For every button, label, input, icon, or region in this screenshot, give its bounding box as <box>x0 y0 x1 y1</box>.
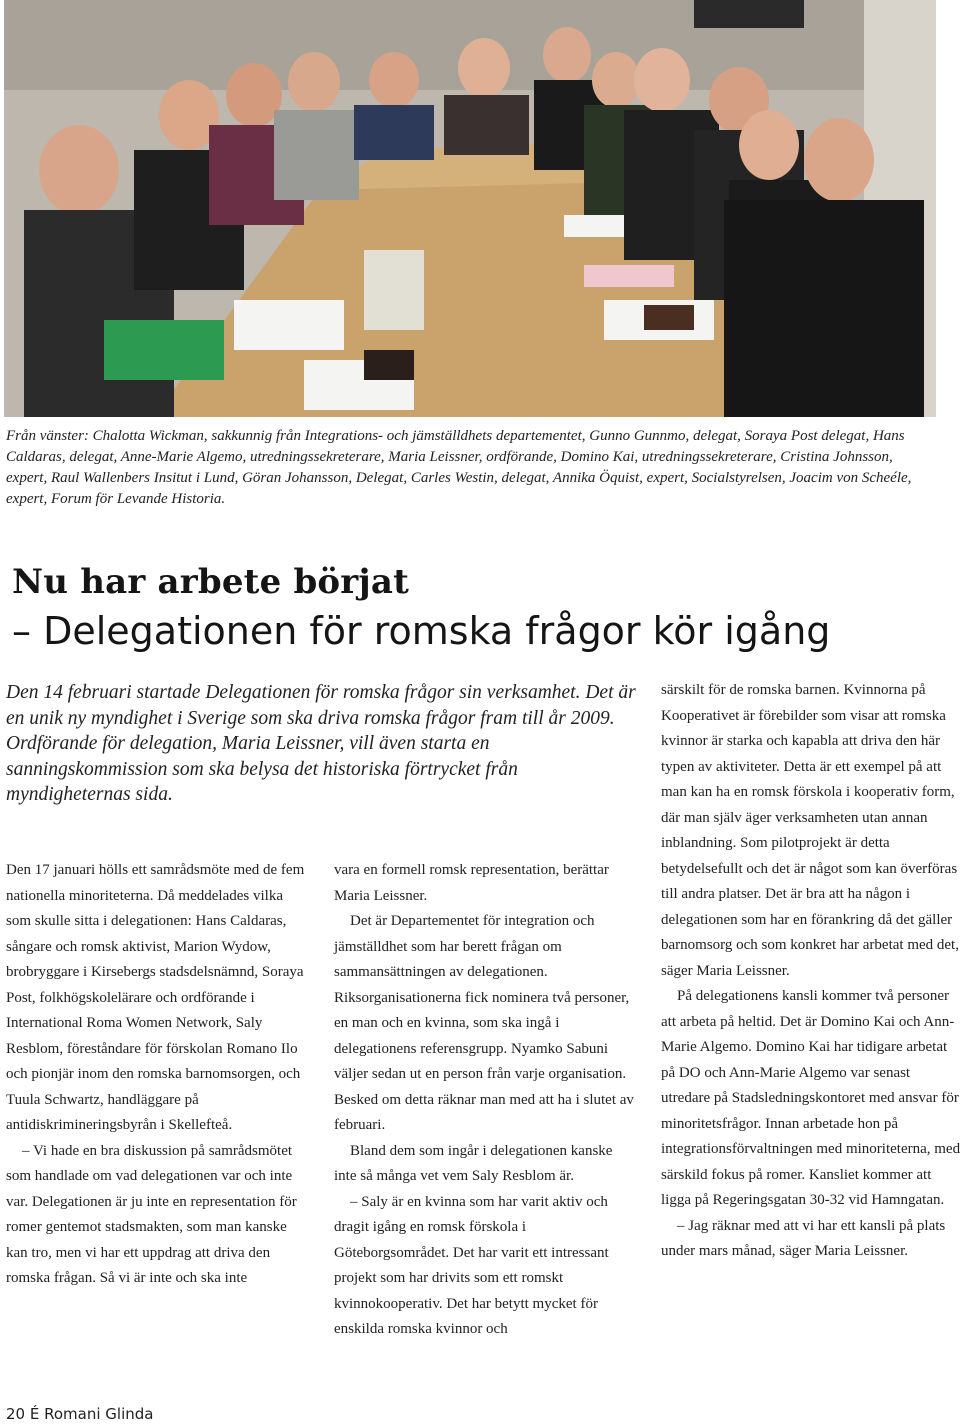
text-column-2 <box>334 858 634 1343</box>
paragraph: Bland dem som ingår i delegationen kanske inte så många vet vem Saly Resblom är. <box>334 1142 613 1184</box>
paragraph: Den 17 januari hölls ett samrådsmöte med de fem nationella minoriteterna. Då meddelades vilka som skulle sitta i delegationen: Hans Caldaras, sångare och romsk aktivist, Marion Wydow, brobryggare i Kirsebergs stadsdelsnämnd, Soraya Post, folkhögskolelärare och ordförande i International Roma Women Network, Saly Resblom, föreståndare för förskolan Romano Ilo och pionjär inom den romska barnomsorgen, och Tuula Schwartz, handläggare på antidiskrimineringsbyrån i Skellefteå. <box>6 862 305 1133</box>
paragraph: – Vi hade en bra diskussion på samrådsmötet som handlade om vad delegationen var och inte var. Delegationen är ju inte en representation för romer gentemot stadsmakten, som man kanske kan tro, men vi har ett uppdrag att driva den romska frågan. Så vi är inte och ska inte <box>6 1142 297 1286</box>
paragraph: vara en formell romsk representation, berättar Maria Leissner. <box>334 862 609 904</box>
text-column-1 <box>6 858 306 1292</box>
lead-text: Ordförande för delegation, Maria Leissner, vill även starta en sanningskommission som ska belysa det historiska förtrycket från myndigheternas sida. <box>6 733 518 805</box>
paragraph: särskilt för de romska barnen. Kvinnorna på Kooperativet är förebilder som visar att romska kvinnor är starka och kapabla att driva den här typen av aktiviteter. Detta är ett exempel på att man kan ha en romsk förskola i kooperativ form, där man själv äger verksamheten utan annan inblandning. Som pilotprojekt är detta betydelsefullt och det är något som kan överföras till andra platser. Det är bra att ha någon i delegationen som har en förankring då det gäller barnomsorg och som konkret har arbetat med det, säger Maria Leissner. <box>661 682 959 979</box>
subheadline: – Delegationen för romska frågor kör igång <box>12 609 831 653</box>
meeting-photo <box>4 0 936 417</box>
text-column-3 <box>661 678 960 1265</box>
paragraph: Det är Departementet för integration och jämställdhet som har berett frågan om sammansättningen av delegationen. Riksorganisationerna fick nominera två personer, en man och en kvinna, som ska ingå i delegationens referensgrupp. Nyamko Sabuni väljer sedan ut en person från varje organisation. Besked om detta räknar man med att ha i slutet av februari. <box>334 913 634 1133</box>
paragraph: På delegationens kansli kommer två personer att arbeta på heltid. Det är Domino Kai och Ann-Marie Algemo. Domino Kai har tidigare arbetat på DO och Ann-Marie Algemo var senast utredare på Stadsledningskontoret med ansvar för minoritetsfrågor. Innan arbetade hon på integrationsförvaltningen med minoriteterna, med särskild fokus på romer. Kansliet kommer att ligga på Regeringsgatan 30-32 vid Hamngatan. <box>661 988 960 1208</box>
lead-paragraph <box>6 680 636 808</box>
paragraph: – Jag räknar med att vi har ett kansli på plats under mars månad, säger Maria Leissner. <box>661 1217 946 1259</box>
lead-text: Den 14 februari startade Delegationen för romska frågor sin verksamhet. Det är en unik ny myndighet i Sverige som ska driva romska frågor fram till år 2009. <box>6 682 636 729</box>
headline: Nu har arbete börjat <box>12 562 410 602</box>
photo-illustration <box>4 0 936 417</box>
photo-caption: Från vänster: Chalotta Wickman, sakkunnig från Integrations- och jämställdhets departementet, Gunno Gunnmo, delegat, Soraya Post delegat, Hans Caldaras, delegat, Anne-Marie Algemo, utredningssekreterare, Maria Leissner, ordförande, Domino Kai, utredningssekreterare, Cristina Johnsson, expert, Raul Wallenbers Insitut i Lund, Göran Johansson, Delegat, Carles Westin, delegat, Annika Öquist, expert, Socialstyrelsen, Joacim von Scheéle, expert, Forum för Levande Historia. <box>6 428 912 507</box>
paragraph: – Saly är en kvinna som har varit aktiv och dragit igång en romsk förskola i Göteborgsområdet. Det har varit ett intressant projekt som har drivits som ett romskt kvinnokooperativ. Det har betytt mycket för enskilda romska kvinnor och <box>334 1193 609 1337</box>
page-footer: 20 É Romani Glinda <box>6 1405 154 1423</box>
